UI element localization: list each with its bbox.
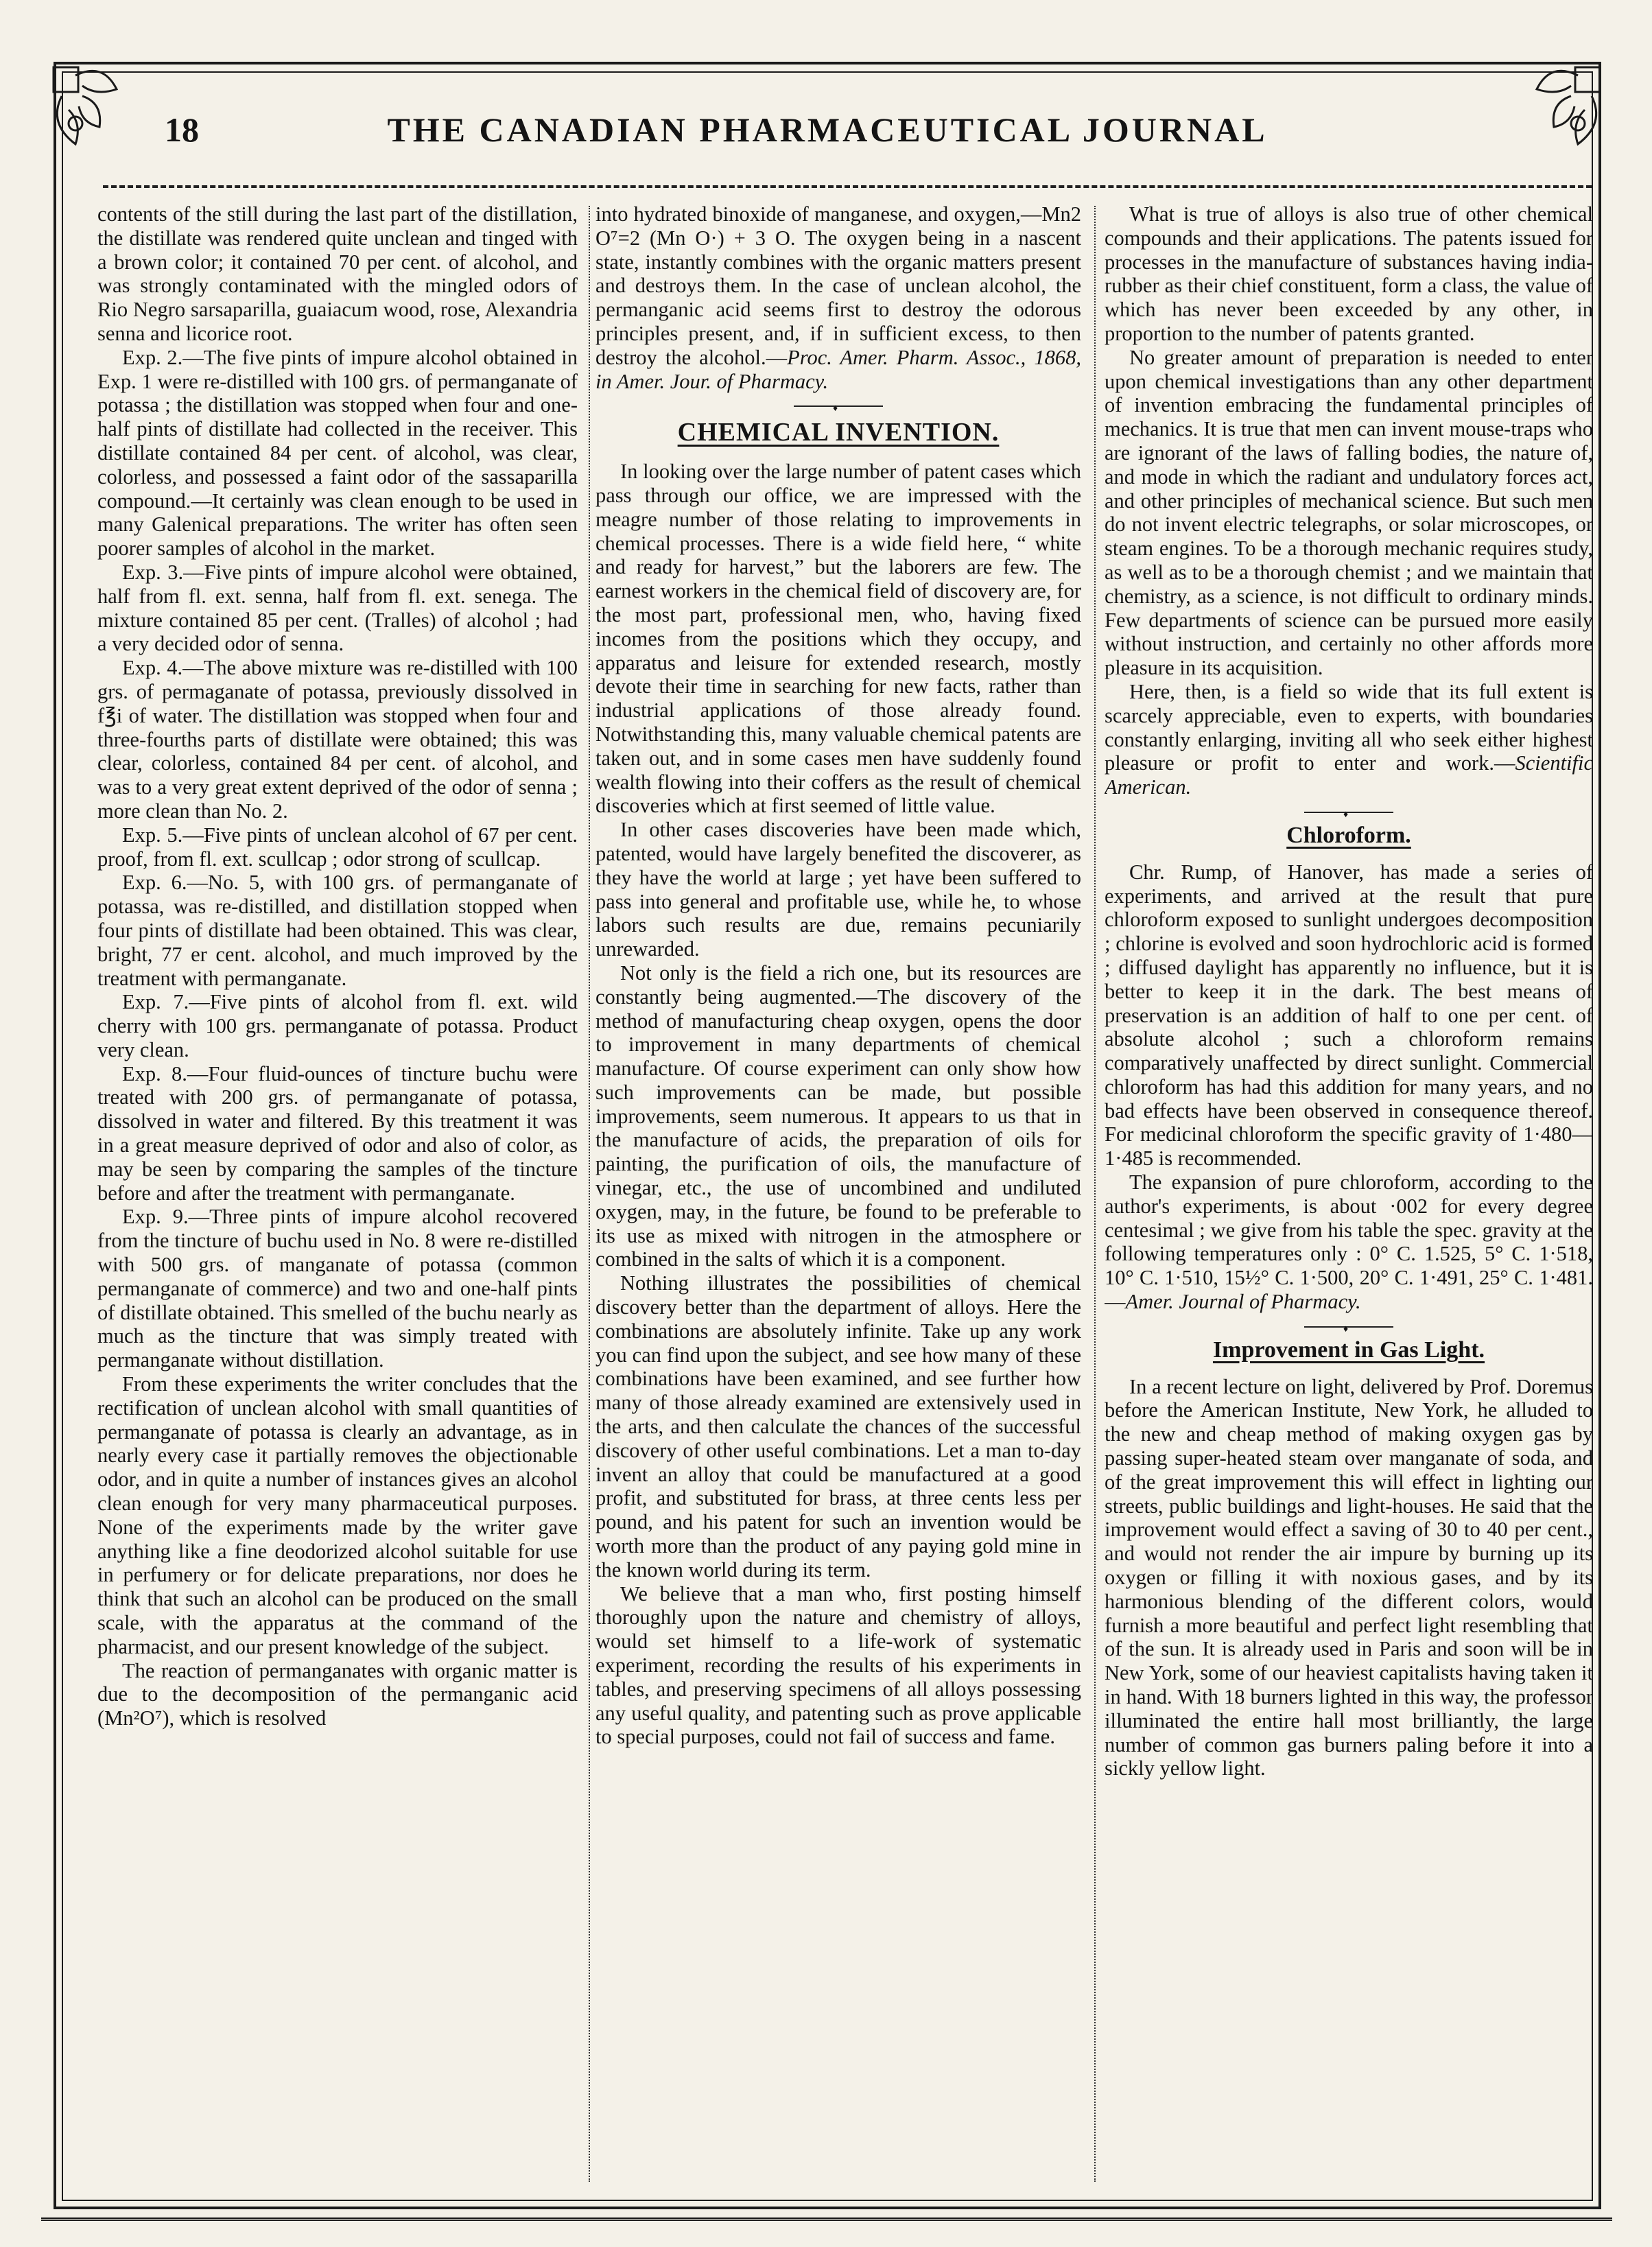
section-divider — [1304, 1326, 1393, 1328]
section-divider — [794, 405, 883, 407]
paragraph: No greater amount of preparation is needed to enter upon chemical investigations than any other department of invention embracing the fundamental principles of mechanics. It is true that men can invent mouse-traps who are ignorant of the laws of falling bodies, the nature of, and mode in which the radiant and undulatory forces act, and other principles of mechanical science. But such men do not invent electric telegraphs, or solar microscopes, or steam engines. To be a thorough mechanic requires study, as well as to be a thorough chemist ; and we maintain that chemistry, as a science, is not difficult to ordinary minds. Few departments of science can be pursued more easily without instruction, and certainly no other affords more pleasure in its acquisition. — [1105, 345, 1593, 680]
paragraph: contents of the still during the last part of the distillation, the distillate was rendered quite unclean and tinged with a brown color; it contained 70 per cent. of alcohol, and was strongly contaminated with the mingled odors of Rio Negro sarsaparilla, guaiacum wood, rose, Alexandria senna and licorice root. — [97, 202, 578, 345]
citation: Amer. Journal of Pharmacy. — [1125, 1290, 1361, 1314]
section-title-chloroform: Chloroform. — [1286, 822, 1411, 848]
header-rule — [103, 185, 1592, 188]
column-right — [1105, 202, 1593, 2192]
paragraph: In other cases discoveries have been made which, patented, would have largely benefited the discoverer, as they have the world at large ; yet have been suffered to pass into general and profitable use, while he, to whose labors such results are due, remains pecuniarily unrewarded. — [595, 818, 1081, 961]
page-number: 18 — [165, 110, 199, 149]
paragraph-exp-9: Exp. 9.—Three pints of impure alcohol recovered from the tincture of buchu used in No. 8 were re-distilled with 500 grs. of manganate of potassa (common permanganate of commerce) and two and one-half pints of distillate obtained. This smelled of the buchu nearly as much as the tincture that was simply treated with permanganate without distillation. — [97, 1205, 578, 1372]
paragraph-exp-4: Exp. 4.—The above mixture was re-distilled with 100 grs. of permaganate of potassa, previously dissolved in f℥i of water. The distillation was stopped when four and three-fourths parts of distillate were obtained; this was clear, colorless, contained 84 per cent. of alcohol, and was to a very great extent deprived of the odor of senna ; more clean than No. 2. — [97, 656, 578, 823]
paragraph: In a recent lecture on light, delivered by Prof. Doremus before the American Institute, New York, he alluded to the new and cheap method of making oxygen gas by passing super-heated steam over manganate of soda, and of the great improvement this will effect in lighting our streets, public buildings and light-houses. He said that the improvement would effect a saving of 30 to 40 per cent., and would not render the air impure by burning up its oxygen or filling it with noxious gases, and by its harmonious blending of the different colors, would furnish a more beautiful and perfect light resembling that of the sun. It is already used in Paris and soon will be in New York, some of our heaviest capitalists having taken it in hand. With 18 burners lighted in this way, the professor illuminated the entire hall most brilliantly, the large number of common gas burners paling before it into a sickly yellow light. — [1105, 1374, 1593, 1780]
paragraph: What is true of alloys is also true of other chemical compounds and their applications. The patents issued for processes in the manufacture of substances having india-rubber as their chief constituent, form a class, the value of which has never been exceeded by any other, in proportion to the number of patents granted. — [1105, 202, 1593, 345]
paragraph: The reaction of permanganates with organic matter is due to the decomposition of the permanganic acid (Mn²O⁷), which is resolved — [97, 1658, 578, 1730]
section-title-gas-light: Improvement in Gas Light. — [1212, 1337, 1485, 1363]
column-left — [97, 202, 578, 2192]
paragraph-text: The expansion of pure chloroform, according to the author's experiments, is about ·002 for every degree centesimal ; we give from his table the spec. gravity at the following temperatures only : 0° C. 1.525, 5° C. 1·518, 10° C. 1·510, 15½° C. 1·500, 20° C. 1·491, 25° C. 1·481.— — [1105, 1170, 1593, 1314]
column-divider — [1094, 206, 1096, 2182]
paragraph — [595, 202, 1081, 393]
paragraph: Nothing illustrates the possibilities of chemical discovery better than the department of alloys. Here the combinations are absolutely infinite. Take up any work you can find upon the subject, and see how many of these combinations have been examined, and see further how many of those already examined are extensively used in the arts, and then calculate the chances of the successful discovery of other useful combinations. Let a man to-day invent an alloy that could be manufactured at a good profit, and substituted for brass, at three cents less per pound, and his patent for such an invention would be worth more than the product of any paying gold mine in the known world during its term. — [595, 1271, 1081, 1581]
paragraph: Chr. Rump, of Hanover, has made a series of experiments, and arrived at the result that pure chloroform exposed to sunlight undergoes decomposition ; chlorine is evolved and soon hydrochloric acid is formed ; diffused daylight has apparently no influence, but it is better to keep it in the dark. The best means of preservation is an addition of half to one per cent. of absolute alcohol ; such a chloroform remains comparatively unaffected by direct sunlight. Commercial chloroform has had this addition for many years, and no bad effects have been observed in consequence thereof. For medicinal chloroform the specific gravity of 1·480—1·485 is recommended. — [1105, 860, 1593, 1170]
paragraph-exp-6: Exp. 6.—No. 5, with 100 grs. of permanganate of potassa, was re-distilled, and distillation stopped when four pints of distillate had been obtained. This was clear, bright, 77 er cent. alcohol, and much improved by the treatment with permanganate. — [97, 871, 578, 990]
paragraph-text: Here, then, is a field so wide that its full extent is scarcely appreciable, even to experts, with boundaries constantly enlarging, inviting all who seek either highest pleasure or profit to enter and work.— — [1105, 679, 1593, 775]
paragraph — [1105, 680, 1593, 799]
section-title: CHEMICAL INVENTION. — [677, 418, 1000, 447]
citation: Proc. Amer. Pharm. Assoc., 1868, in Amer. Jour. of Pharmacy. — [595, 345, 1081, 393]
section-divider — [1304, 812, 1393, 813]
journal-title: THE CANADIAN PHARMACEUTICAL JOURNAL — [387, 110, 1268, 149]
paragraph: Not only is the field a rich one, but its resources are constantly being augmented.—The discovery of the method of manufacturing cheap oxygen, opens the door to improvement in many departments of chemical manufacture. Of course experiment can only show how such improvements can be made, but possible improvements, seem numerous. It appears to us that in the manufacture of acids, the preparation of oils for painting, the purification of oils, the manufacture of vinegar, etc., the use of uncombined and undiluted oxygen, may, in the future, be found to be preferable to its use as mixed with nitrogen in the atmosphere or combined in the salts of which it is a component. — [595, 961, 1081, 1271]
paragraph-exp-7: Exp. 7.—Five pints of alcohol from fl. ext. wild cherry with 100 grs. permanganate of potassa. Product very clean. — [97, 990, 578, 1061]
paragraph: From these experiments the writer concludes that the rectification of unclean alcohol with small quantities of permanganate of potassa is clearly an advantage, as in nearly every case it partially removes the objectionable odor, and in quite a number of instances gives an alcohol clean enough for very many pharmaceutical purposes. None of the experiments made by the writer gave anything like a fine deodorized alcohol suitable for use in perfumery or for delicate preparations, nor does he think that such an alcohol can be produced on the small scale, with the apparatus at the command of the pharmacist, and our present knowledge of the subject. — [97, 1372, 578, 1658]
column-divider — [589, 206, 590, 2182]
paragraph-exp-3: Exp. 3.—Five pints of impure alcohol were obtained, half from fl. ext. senna, half from fl. ext. senega. The mixture contained 85 per cent. (Tralles) of alcohol ; had a very decided odor of senna. — [97, 560, 578, 656]
page-header — [62, 82, 1593, 178]
paragraph-exp-2: Exp. 2.—The five pints of impure alcohol obtained in Exp. 1 were re-distilled with 100 grs. of permanganate of potassa ; the distillation was stopped when four and one-half pints of distillate had collected in the receiver. This distillate contained 84 per cent. of alcohol, was clear, colorless, and possessed a faint odor of the sassaparilla compound.—It certainly was clean enough to be used in many Galenical preparations. The writer has often seen poorer samples of alcohol in the market. — [97, 345, 578, 561]
paragraph — [1105, 1170, 1593, 1314]
page-bottom-rule — [41, 2217, 1612, 2221]
paragraph-text: into hydrated binoxide of manganese, and oxygen,—Mn2 O⁷=2 (Mn O·) + 3 O. The oxygen being in a nascent state, instantly combines with the organic matters present and destroys them. In the case of unclean alcohol, the permanganic acid seems first to destroy the odorous principles present, and, if in sufficient excess, to then destroy the alcohol.— — [595, 202, 1081, 369]
paragraph: In looking over the large number of patent cases which pass through our office, we are impressed with the meagre number of those relating to improvements in chemical processes. There is a wide field here, “ white and ready for harvest,” but the laborers are few. The earnest workers in the chemical field of discovery are, for the most part, professional men, who, having fixed incomes from the positions which they occupy, and apparatus and leisure for extended research, mostly devote their time in searching for new facts, rather than industrial applications of those already found. Notwithstanding this, many valuable chemical patents are taken out, and in some cases men have suddenly found wealth flowing into their coffers as the result of chemical discoveries which at first seemed of little value. — [595, 460, 1081, 818]
column-middle — [595, 202, 1081, 2192]
paragraph-exp-5: Exp. 5.—Five pints of unclean alcohol of 67 per cent. proof, from fl. ext. scullcap ; odor strong of scullcap. — [97, 823, 578, 871]
paragraph-exp-8: Exp. 8.—Four fluid-ounces of tincture buchu were treated with 200 grs. of permanganate of potassa, dissolved in water and filtered. By this treatment it was in a great measure deprived of odor and also of color, as may be seen by comparing the samples of the tincture before and after the treatment with permanganate. — [97, 1061, 578, 1205]
paragraph: We believe that a man who, first posting himself thoroughly upon the nature and chemistry of alloys, would set himself to a life-work of systematic experiment, recording the results of his experiments in tables, and preserving specimens of all alloys possessing any useful quality, and patenting such as prove applicable to special purposes, could not fail of success and fame. — [595, 1581, 1081, 1749]
citation: Scientific American. — [1105, 751, 1593, 799]
